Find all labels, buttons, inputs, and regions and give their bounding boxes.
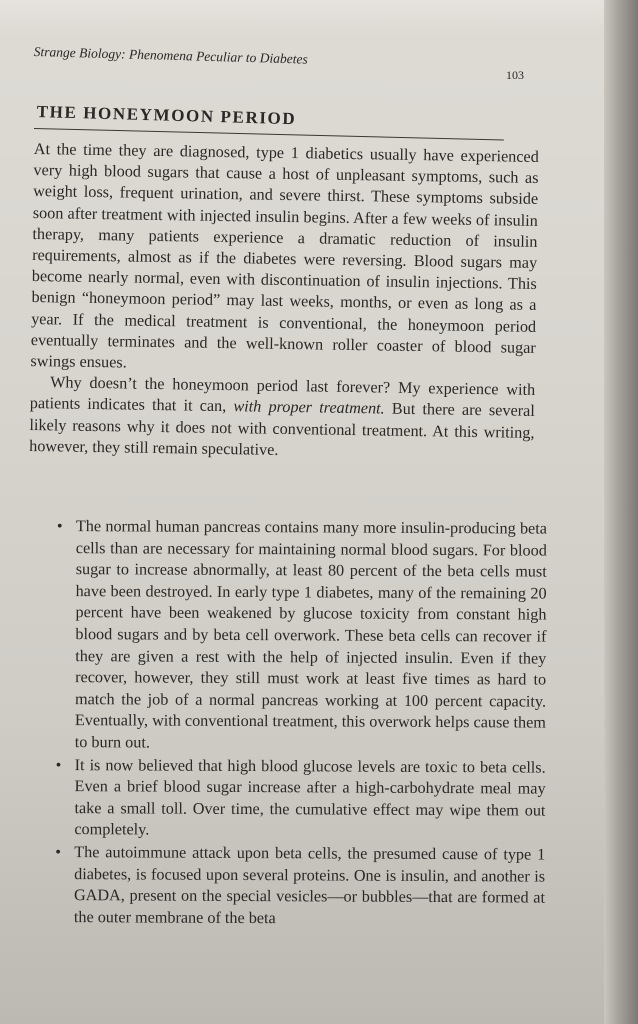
page-highlight: [0, 0, 638, 30]
bullet-text: The autoimmune attack upon beta cells, the presumed cause of type 1 diabetes, is focused upon several proteins. One is insulin, and another is GADA, present on the special vesicles—or bubbles—that are formed at the outer membrane of the beta: [73, 843, 546, 927]
body-text: [29, 139, 539, 465]
list-item: [50, 755, 545, 844]
page-number: 103: [506, 68, 524, 82]
paragraph-2-text-end: But there are several likely reasons why it does not with conventional treatment. At this writing, however, they still remain speculative.: [29, 399, 535, 459]
paragraph-2: [29, 372, 535, 465]
page-edge-shadow: [604, 0, 638, 1024]
bullet-icon: •: [55, 842, 61, 861]
paragraph-1: At the time they are diagnosed, type 1 diabetics usually have experienced very high blood sugars that cause a host of unpleasant symptoms, such as weight loss, frequent urination, and severe thirst. These symptoms subside soon after treatment with injected insulin begins. After a few weeks of insulin therapy, many patients experience a dramatic reduction of insulin requirements, almost as if the diabetes were reversing. Blood sugars may become nearly normal, even with discontinuation of insulin injections. This benign “honeymoon period” may last weeks, months, or even as long as a year. If the medical treatment is conventional, the honeymoon period eventually terminates and the well-known roller coaster of blood sugar swings ensues.: [30, 139, 539, 372]
list-item: [51, 516, 547, 756]
bullet-icon: •: [55, 755, 62, 774]
bullet-text: The normal human pancreas contains many more insulin-producing beta cells than are necessary for maintaining normal blood sugars. For blood sugar to increase abnormally, at least 80 percent of the beta cells must have been destroyed. In early type 1 diabetes, many of the remaining 20 percent have been weakened by glucose toxicity from constant high blood sugars and by beta cell overwork. These beta cells can recover if they are given a rest with the help of injected insulin. Even if they recover, however, they still must work at least five times as hard to match the job of a normal pancreas working at 100 percent capacity. Eventually, with conventional treatment, this overwork helps cause them to burn out.: [74, 517, 547, 752]
bullet-list: [50, 516, 547, 932]
list-item: [50, 842, 545, 931]
running-head: Strange Biology: Phenomena Peculiar to Diabetes: [33, 44, 308, 67]
paragraph-2-text-start: Why doesn’t the honeymoon period last forever? My experience with patients indicates that it can,: [29, 373, 536, 416]
paragraph-2-emphasis: with proper treatment.: [233, 397, 385, 418]
bullet-text: It is now believed that high blood glucose levels are toxic to beta cells. Even a brief blood sugar increase after a high-carbohydrate meal may take a small toll. Over time, the cumulative effect may wipe them out completely.: [74, 755, 546, 839]
section-title: THE HONEYMOON PERIOD: [36, 102, 297, 129]
bullet-icon: •: [56, 517, 63, 536]
